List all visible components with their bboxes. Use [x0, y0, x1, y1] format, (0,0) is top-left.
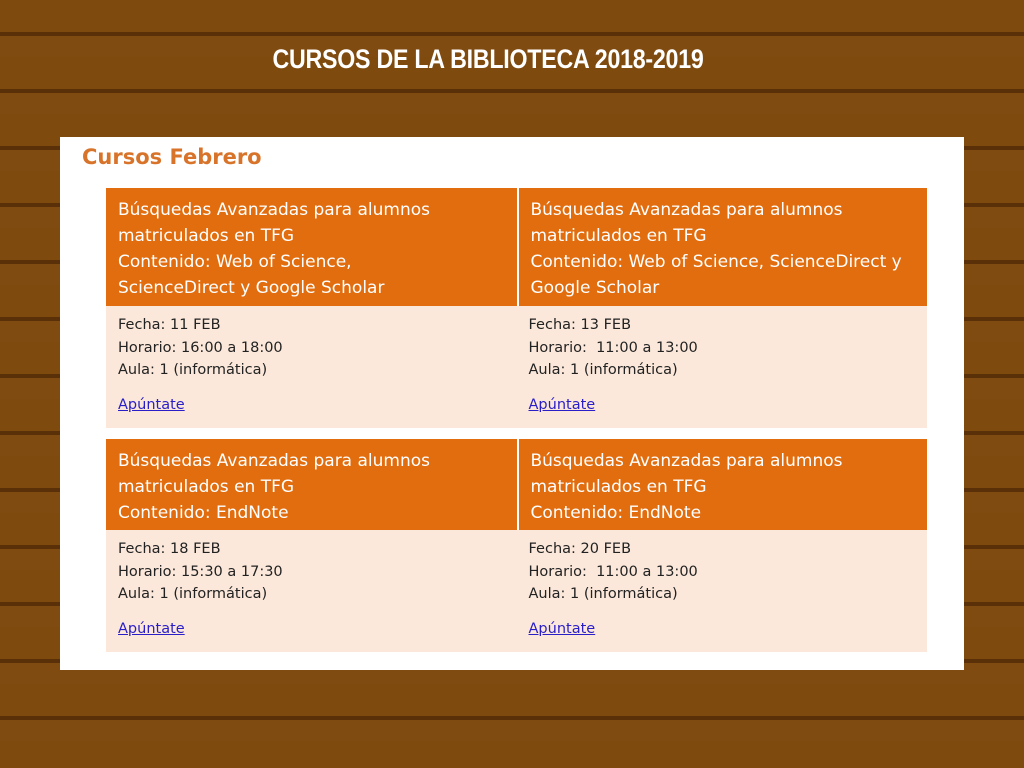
course-details: [106, 306, 517, 416]
course-title-line: matriculados en TFG: [530, 477, 707, 497]
course-title-line: ScienceDirect y Google Scholar: [118, 278, 385, 298]
signup-link[interactable]: Apúntate: [118, 396, 185, 413]
course-card-feb-18: [106, 439, 517, 652]
course-title-line: Búsquedas Avanzadas para alumnos: [118, 200, 431, 220]
course-date: Fecha: 13 FEB: [528, 317, 632, 333]
course-schedule: Horario: 16:00 a 18:00: [118, 339, 283, 356]
course-title-line: matriculados en TFG: [118, 477, 295, 497]
course-title: [106, 439, 517, 530]
course-date: Fecha: 11 FEB: [118, 317, 221, 333]
signup-link[interactable]: Apúntate: [528, 396, 596, 413]
course-room: Aula: 1 (informática): [528, 586, 678, 602]
course-date: Fecha: 18 FEB: [118, 541, 221, 557]
course-title-line: Búsquedas Avanzadas para alumnos: [530, 451, 843, 471]
course-title-line: matriculados en TFG: [530, 226, 707, 246]
course-details: [517, 530, 928, 640]
course-row-2: [106, 439, 927, 652]
course-title-line: Búsquedas Avanzadas para alumnos: [118, 451, 431, 471]
course-row-1: [106, 188, 927, 428]
course-schedule: Horario: 11:00 a 13:00: [528, 339, 698, 356]
course-title-line: Búsquedas Avanzadas para alumnos: [530, 200, 843, 220]
course-room: Aula: 1 (informática): [528, 362, 678, 378]
course-room: Aula: 1 (informática): [118, 362, 268, 378]
panel-heading: Cursos Febrero: [82, 145, 262, 169]
course-title-line: Contenido: Web of Science, ScienceDirect y: [530, 252, 902, 272]
course-date: Fecha: 20 FEB: [528, 541, 632, 557]
course-title-line: Contenido: EndNote: [118, 503, 289, 523]
course-title: [517, 188, 928, 306]
course-card-feb-20: [517, 439, 928, 652]
signup-link[interactable]: Apúntate: [528, 620, 596, 637]
course-details: [517, 306, 928, 416]
course-card-feb-11: [106, 188, 517, 428]
course-title-line: Contenido: Web of Science,: [118, 252, 352, 272]
slide-title: CURSOS DE LA BIBLIOTECA 2018-2019: [272, 44, 704, 74]
course-title-line: Contenido: EndNote: [530, 503, 702, 523]
signup-link[interactable]: Apúntate: [118, 620, 185, 637]
course-card-feb-13: [517, 188, 928, 428]
course-title: [106, 188, 517, 306]
courses-panel: [60, 137, 964, 670]
course-title: [517, 439, 928, 530]
course-details: [106, 530, 517, 640]
course-title-line: Google Scholar: [530, 278, 660, 298]
course-schedule: Horario: 11:00 a 13:00: [528, 563, 698, 580]
course-room: Aula: 1 (informática): [118, 586, 268, 602]
course-schedule: Horario: 15:30 a 17:30: [118, 563, 283, 580]
course-title-line: matriculados en TFG: [118, 226, 295, 246]
